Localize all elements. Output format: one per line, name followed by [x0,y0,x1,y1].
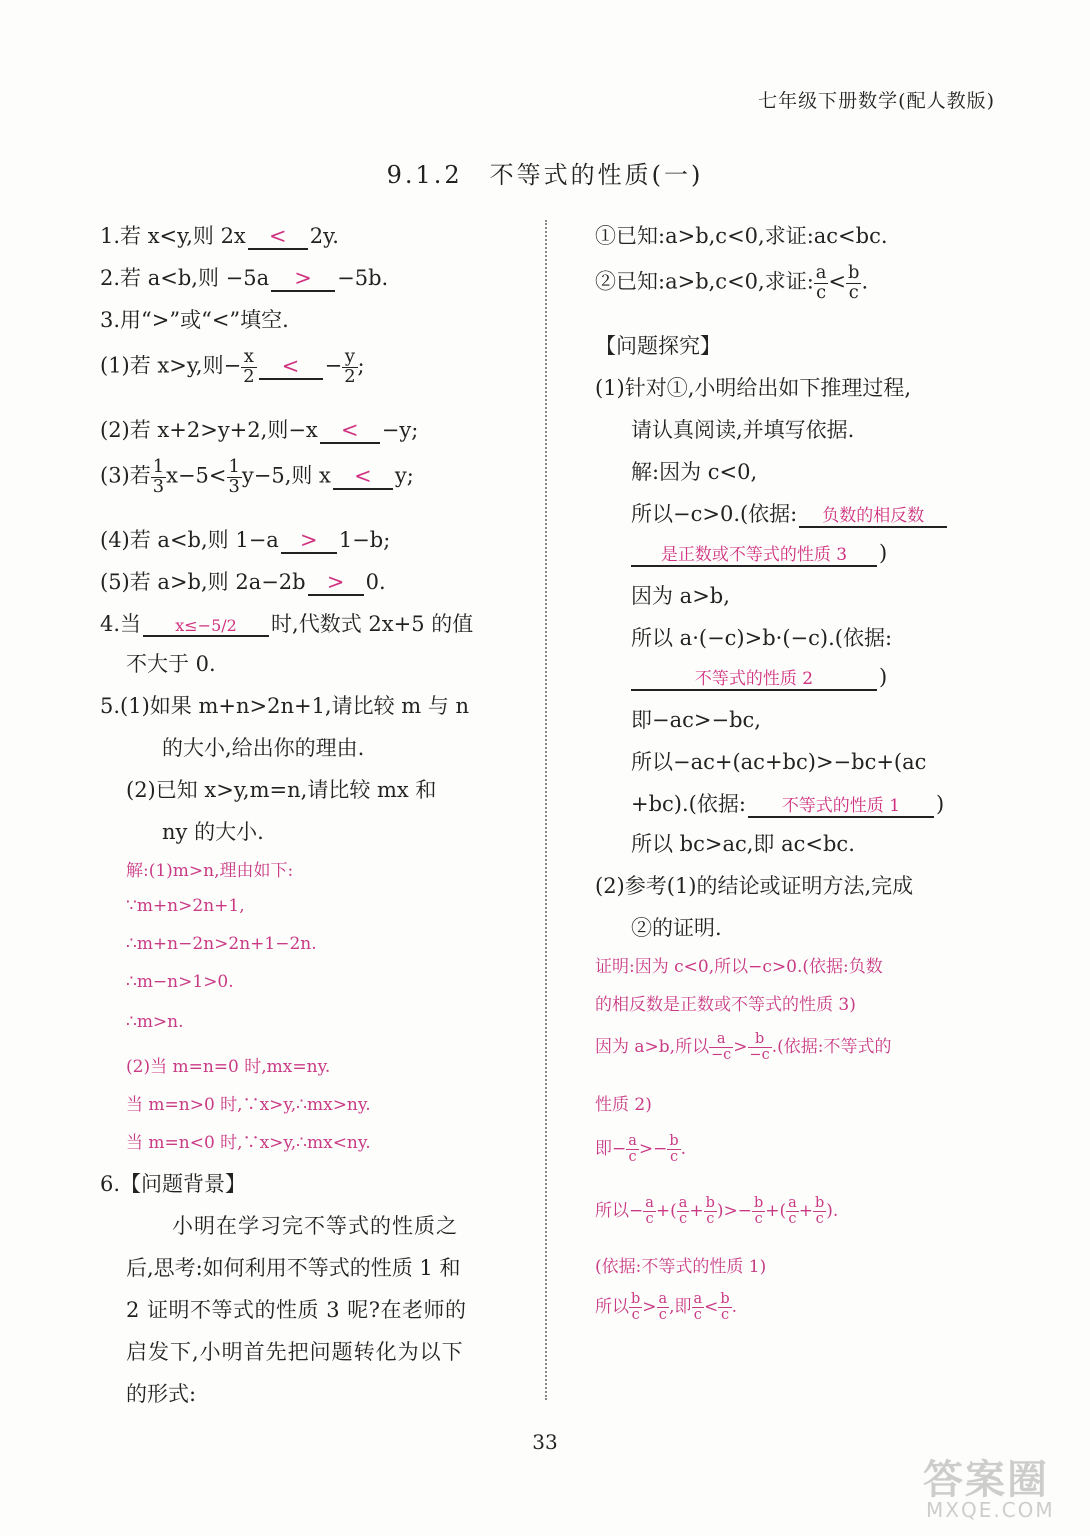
question-6-text: 小明在学习完不等式的性质之 [172,1214,458,1238]
explore-line: 所以−c>0.(依据: 负数的相反数 [631,498,949,528]
solution-line: 解:(1)m>n,理由如下: [126,861,294,881]
page-number: 33 [532,1430,558,1454]
fraction: $\frac{x}{2}$ [243,346,255,387]
question-6-text: 的形式: [126,1382,197,1406]
fraction: $\frac{a}{-c}$ [711,1031,732,1064]
fraction: $\frac{b}{c}$ [669,1133,679,1166]
condition-1: ①已知:a>b,c<0,求证:ac<bc. [595,224,888,248]
fraction: $\frac{b}{c}$ [705,1195,715,1228]
answer-blank: > [271,266,335,292]
question-6-heading: 6.【问题背景】 [100,1172,247,1196]
fraction: $\frac{b}{c}$ [814,1195,825,1228]
explore-line: 不等式的性质 2 ) [631,664,887,691]
explore-line: 解:因为 c<0, [631,460,758,484]
watermark-logo [918,1446,1068,1526]
solution-line: ∴m>n. [126,1012,184,1032]
fraction: $\frac{b}{c}$ [848,262,860,303]
explore-line: 即−ac>−bc, [631,708,761,732]
question-5-line3: (2)已知 x>y,m=n,请比较 mx 和 [126,778,437,802]
question-6-text: 2 证明不等式的性质 3 呢?在老师的 [126,1298,467,1322]
fraction: $\frac{a}{c}$ [658,1291,668,1324]
column-divider [545,220,547,1400]
fraction: $\frac{y}{2}$ [344,346,356,387]
question-6-text: 启发下,小明首先把问题转化为以下 [126,1340,464,1364]
fraction: $\frac{a}{c}$ [815,262,827,303]
answer-blank: > [308,570,364,596]
explore-heading: 【问题探究】 [595,334,721,358]
question-5-line4: ny 的大小. [162,820,264,844]
explore-line: (2)参考(1)的结论或证明方法,完成 [595,874,914,898]
answer-blank: 负数的相反数 [799,501,947,528]
answer-blank: x≤−5/2 [143,616,269,637]
proof-line: 即− $\frac{a}{c}$ >− $\frac{b}{c}$ . [595,1133,687,1166]
fraction: $\frac{b}{c}$ [753,1195,764,1228]
answer-blank: < [320,418,380,444]
fraction: $\frac{a}{c}$ [693,1291,703,1324]
solution-line: ∴m−n>1>0. [126,972,234,992]
proof-line: 所以− $\frac{a}{c}$ +( $\frac{a}{c}$ + $\frac{b}{c}$ )>− $\frac{b}{c}$ +( $\frac{a}{c}$ + $\frac{b}{c}$ ). [595,1195,839,1228]
answer-blank: 是正数或不等式的性质 3 [631,540,877,567]
question-6-text: 后,思考:如何利用不等式的性质 1 和 [126,1256,461,1280]
answer-blank: < [333,464,393,490]
proof-line: 因为 a>b,所以 $\frac{a}{-c}$ > $\frac{b}{-c}$ .(依据:不等式的 [595,1031,892,1064]
fraction: $\frac{b}{c}$ [720,1291,730,1324]
question-3-part-2: (2)若 x+2>y+2,则−x < −y; [100,418,419,442]
book-header: 七年级下册数学(配人教版) [758,90,995,112]
solution-line: 当 m=n>0 时,∵x>y,∴mx>ny. [126,1095,371,1115]
solution-line: ∵m+n>2n+1, [126,896,245,916]
proof-line: (依据:不等式的性质 1) [595,1257,767,1277]
solution-line: (2)当 m=n=0 时,mx=ny. [126,1057,331,1077]
explore-line: +bc).(依据: 不等式的性质 1 ) [631,792,945,816]
question-5-line2: 的大小,给出你的理由. [162,736,365,760]
answer-blank: > [281,528,337,554]
answer-blank: 不等式的性质 2 [631,664,877,691]
section-title: 9.1.2 不等式的性质(一) [386,161,704,189]
fraction: $\frac{1}{3}$ [228,456,240,497]
question-2: 2.若 a<b,则 −5a > −5b. [100,266,389,290]
question-3-part-1: (1)若 x>y,则− $\frac{x}{2}$ < − $\frac{y}{2}$ ; [100,346,365,387]
fraction: $\frac{a}{c}$ [628,1133,637,1166]
question-3-stem: 3.用“>”或“<”填空. [100,308,289,332]
fraction: $\frac{b}{-c}$ [749,1031,770,1064]
fraction: $\frac{a}{c}$ [788,1195,797,1228]
question-4-line2: 不大于 0. [126,652,216,676]
question-5-line1: 5.(1)如果 m+n>2n+1,请比较 m 与 n [100,694,470,718]
explore-line: 所以−ac+(ac+bc)>−bc+(ac [631,750,927,774]
explore-line: (1)针对①,小明给出如下推理过程, [595,376,912,400]
question-3-part-4: (4)若 a<b,则 1−a > 1−b; [100,528,391,552]
watermark-text: 答案圈 [923,1456,1049,1503]
proof-line: 的相反数是正数或不等式的性质 3) [595,995,856,1015]
explore-line: 因为 a>b, [631,584,730,608]
explore-line: 是正数或不等式的性质 3 ) [631,540,887,567]
watermark-url: MXQE.COM [926,1498,1055,1522]
explore-line: ②的证明. [631,916,722,940]
answer-blank: < [248,224,308,250]
answer-blank: 不等式的性质 1 [748,791,934,818]
condition-2: ②已知:a>b,c<0,求证: $\frac{a}{c}$ < $\frac{b}{c}$ . [595,262,869,303]
explore-line: 所以 a·(−c)>b·(−c).(依据: [631,626,893,650]
fraction: $\frac{1}{3}$ [152,456,165,497]
solution-line: ∴m+n−2n>2n+1−2n. [126,934,317,954]
proof-line: 证明:因为 c<0,所以−c>0.(依据:负数 [595,957,883,977]
fraction: $\frac{b}{c}$ [631,1291,641,1324]
fraction: $\frac{a}{c}$ [678,1195,688,1228]
question-3-part-5: (5)若 a>b,则 2a−2b > 0. [100,570,386,594]
answer-blank: < [259,354,323,380]
question-3-part-3: (3)若 $\frac{1}{3}$ x−5< $\frac{1}{3}$ y−5,则 x < y; [100,456,414,497]
question-1: 1.若 x<y,则 2x < 2y. [100,224,339,248]
proof-line: 所以 $\frac{b}{c}$ > $\frac{a}{c}$ ,即 $\frac{a}{c}$ < $\frac{b}{c}$ . [595,1291,738,1324]
fraction: $\frac{a}{c}$ [645,1195,654,1228]
explore-line: 请认真阅读,并填写依据. [631,418,855,442]
question-4: 4.当 x≤−5/2 时,代数式 2x+5 的值 [100,612,474,636]
solution-line: 当 m=n<0 时,∵x>y,∴mx<ny. [126,1133,371,1153]
explore-line: 所以 bc>ac,即 ac<bc. [631,832,855,856]
proof-line: 性质 2) [595,1095,652,1115]
